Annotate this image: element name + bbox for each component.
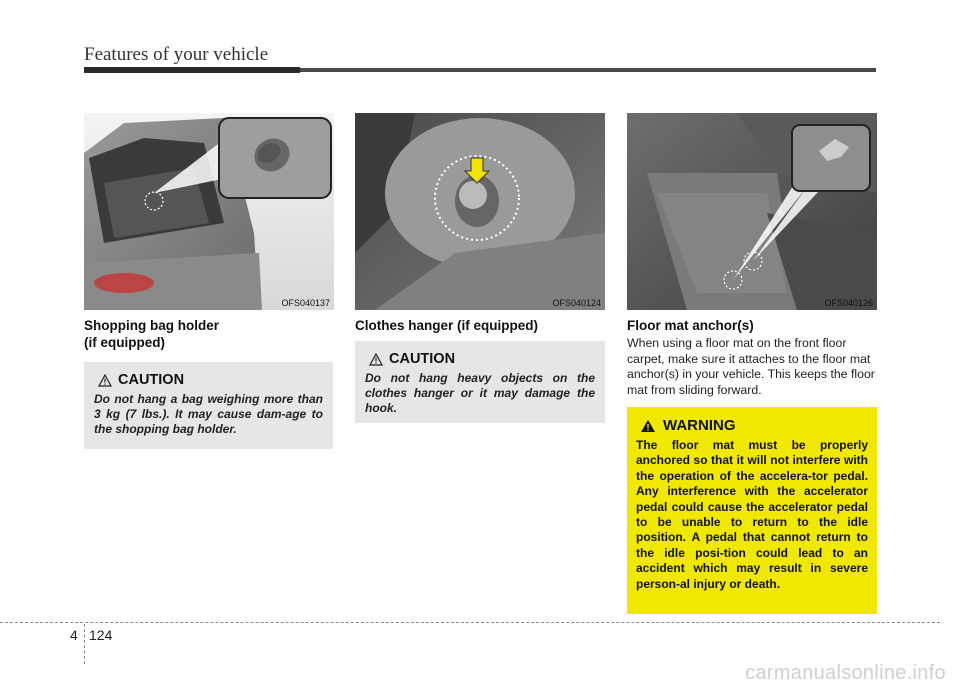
page-number: 124 — [89, 627, 113, 643]
warning-box — [627, 407, 877, 614]
floor-illustration — [627, 113, 877, 310]
chapter-number: 4 — [70, 627, 78, 643]
caution-text: Do not hang heavy objects on the clothes hanger or it may damage the hook. — [365, 371, 595, 416]
figure-clothes-hanger — [355, 113, 605, 310]
footer-divider — [84, 624, 85, 664]
caution-label: CAUTION — [389, 351, 456, 367]
figure-shopping-bag-holder — [84, 113, 334, 310]
figure-code: OFS040137 — [281, 298, 330, 308]
caution-text: Do not hang a bag weighing more than 3 kg (7 lbs.). It may cause dam-age to the shopping bag holder. — [94, 392, 323, 437]
figure-code: OFS040124 — [552, 298, 601, 308]
page-header-title: Features of your vehicle — [84, 44, 269, 65]
clothes-hanger-title: Clothes hanger (if equipped) — [355, 318, 539, 333]
trunk-illustration — [84, 113, 334, 310]
watermark: carmanualsonline.info — [745, 662, 946, 684]
hanger-illustration — [355, 113, 605, 310]
warning-text: The floor mat must be properly anchored so that it will not interfere with the operation of the accelera-tor pedal. Any interference with the accelerator pedal could cause the accelerator pedal to be unable to return to the idle position. A pedal that cannot return to the idle posi-tion could lead to an accident which may result in severe person-al injury or death. — [636, 438, 868, 591]
figure-code: OFS040126 — [824, 298, 873, 308]
figure-floor-mat-anchor — [627, 113, 877, 310]
caution-box-shopping — [84, 362, 333, 449]
footer-rule — [0, 622, 940, 623]
caution-label: CAUTION — [118, 372, 185, 388]
caution-triangle-icon — [369, 353, 383, 366]
floor-mat-anchor-body: When using a floor mat on the front floor carpet, make sure it attaches to the floor mat anchor(s) in your vehicle. This keeps the floor mat from sliding forward. — [627, 336, 875, 397]
warning-header — [636, 417, 868, 434]
header-rule — [84, 68, 876, 72]
caution-triangle-icon — [98, 374, 112, 387]
shopping-bag-holder-title: Shopping bag holder (if equipped) — [84, 318, 219, 350]
floor-mat-anchor-title: Floor mat anchor(s) — [627, 318, 754, 333]
warning-label: WARNING — [663, 417, 736, 434]
caution-box-hanger — [355, 341, 605, 423]
caution-header — [94, 372, 323, 388]
caution-header — [365, 351, 595, 367]
warning-triangle-icon — [640, 419, 656, 433]
